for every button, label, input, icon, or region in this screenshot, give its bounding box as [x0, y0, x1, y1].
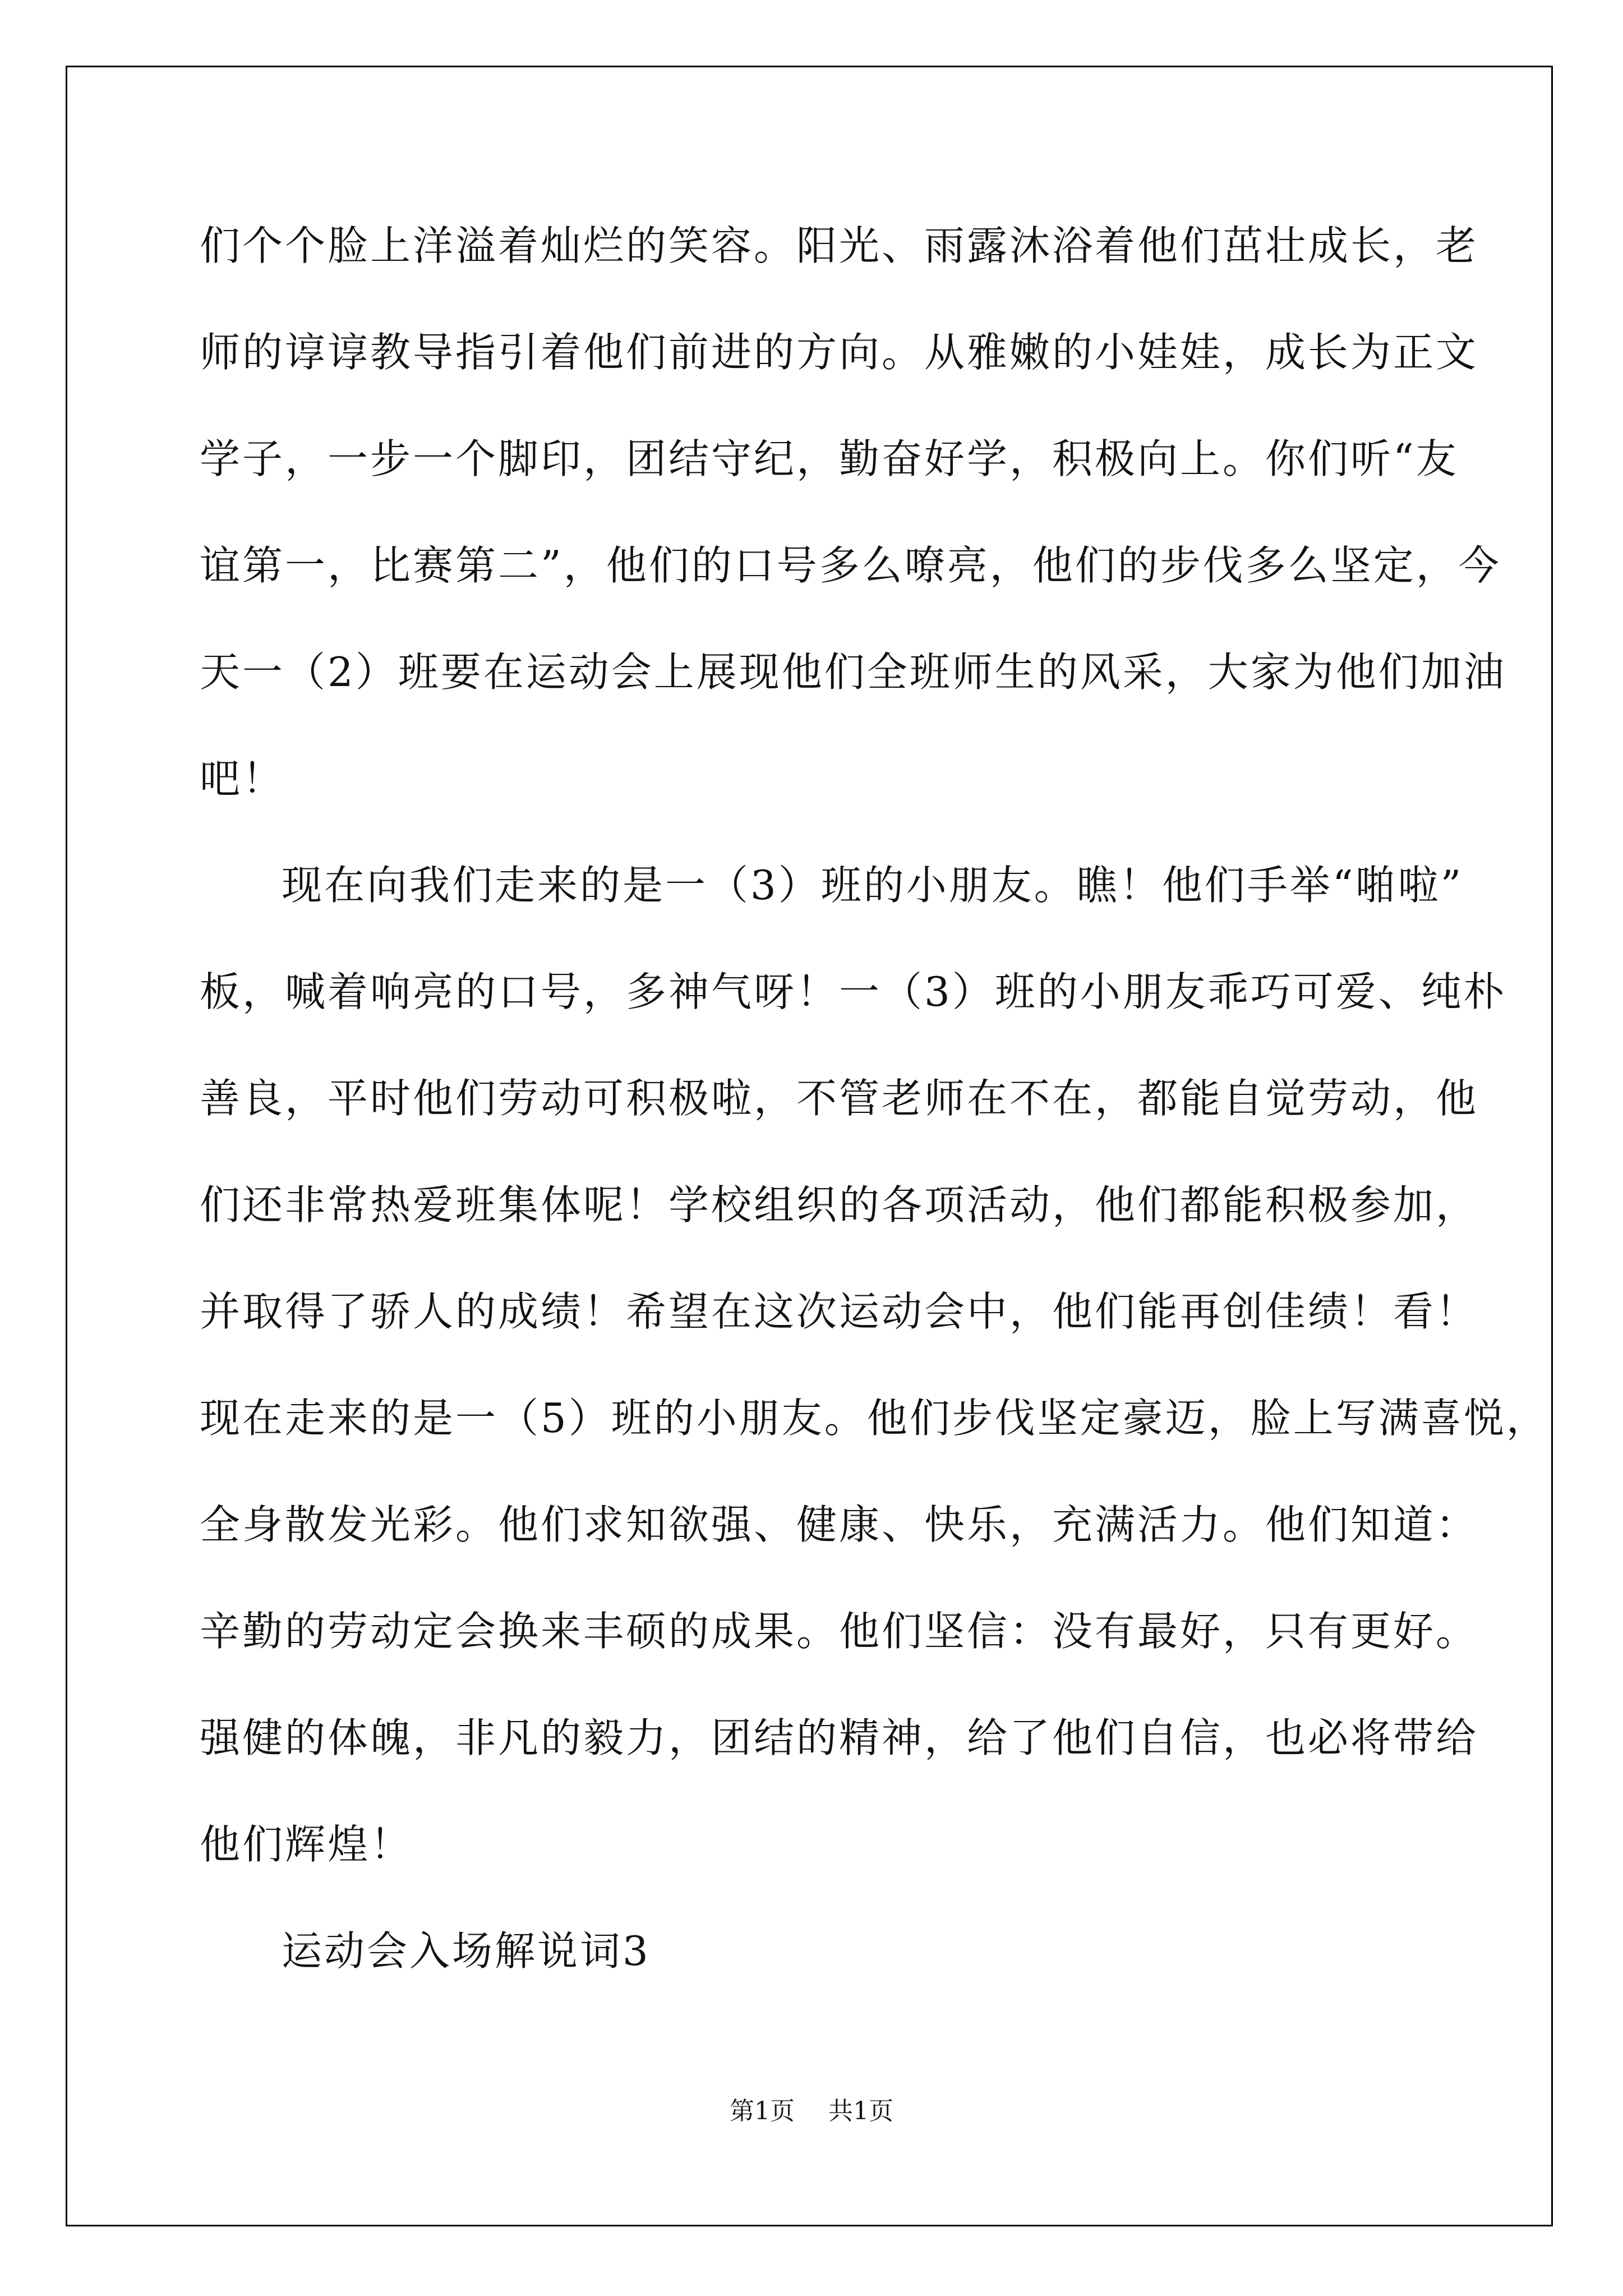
text-line: 学子，一步一个脚印，团结守纪，勤奋好学，积极向上。你们听“友 [200, 435, 1459, 482]
text-line: 并取得了骄人的成绩！希望在这次运动会中，他们能再创佳绩！看！ [200, 1288, 1479, 1335]
page-total: 共1页 [828, 2097, 893, 2125]
paragraph-first-line: 现在向我们走来的是一（3）班的小朋友。瞧！他们手举“啪啦” [282, 862, 1464, 909]
text-line: 他们辉煌！ [200, 1821, 413, 1868]
text-line: 全身散发光彩。他们求知欲强、健康、快乐，充满活力。他们知道： [200, 1501, 1479, 1548]
text-line: 天一（2）班要在运动会上展现他们全班师生的风采，大家为他们加油 [200, 648, 1506, 696]
text-line: 师的谆谆教导指引着他们前进的方向。从雅嫩的小娃娃，成长为正文 [200, 329, 1479, 376]
document-body [200, 212, 1549, 2024]
text-line: 谊第一，比赛第二”，他们的口号多么嘹亮，他们的步伐多么坚定，今 [200, 542, 1501, 589]
text-line: 善良，平时他们劳动可积极啦，不管老师在不在，都能自觉劳动，他 [200, 1075, 1479, 1122]
text-line: 强健的体魄，非凡的毅力，团结的精神，给了他们自信，也必将带给 [200, 1714, 1479, 1761]
text-line: 们个个脸上洋溢着灿烂的笑容。阳光、雨露沐浴着他们茁壮成长，老 [200, 222, 1479, 269]
text-line: 吧！ [200, 755, 285, 802]
text-line: 板，喊着响亮的口号，多神气呀！一（3）班的小朋友乖巧可爱、纯朴 [200, 968, 1506, 1015]
text-line: 现在走来的是一（5）班的小朋友。他们步伐坚定豪迈，脸上写满喜悦， [200, 1395, 1549, 1442]
text-line: 辛勤的劳动定会换来丰硕的成果。他们坚信：没有最好，只有更好。 [200, 1608, 1479, 1655]
section-heading: 运动会入场解说词3 [282, 1927, 651, 1975]
text-line: 们还非常热爱班集体呢！学校组织的各项活动，他们都能积极参加， [200, 1181, 1479, 1228]
page-footer [0, 2095, 1623, 2128]
page-number: 第1页 [730, 2097, 795, 2125]
